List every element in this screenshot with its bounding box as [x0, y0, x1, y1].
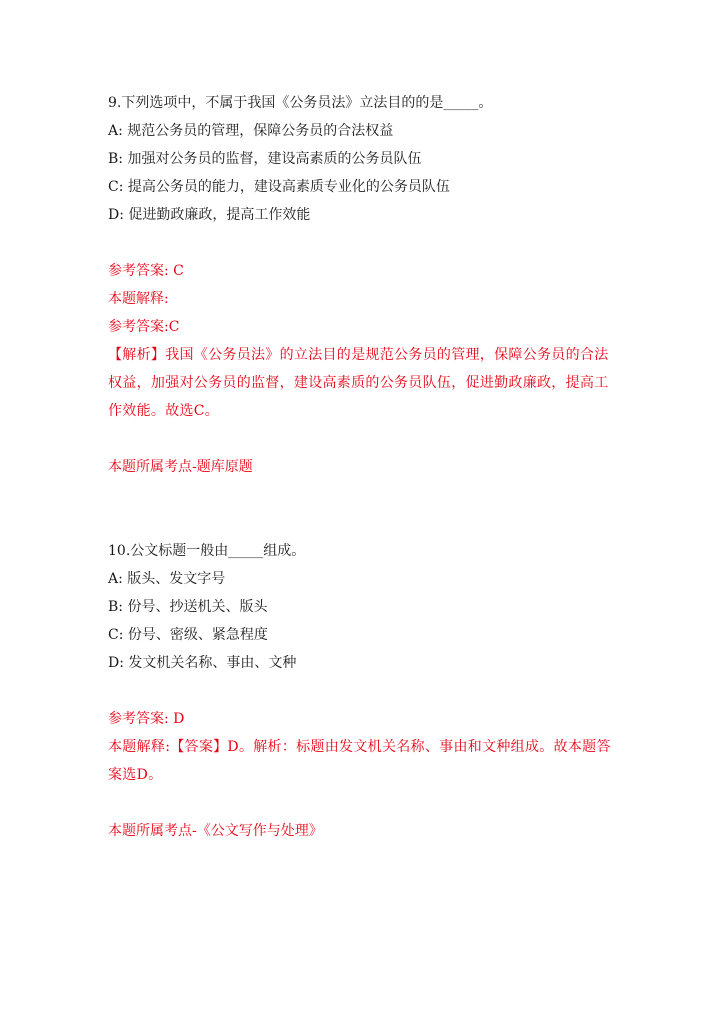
question-text: 10.公文标题一般由_____组成。: [108, 543, 306, 559]
option-d: D: 促进勤政廉政，提高工作效能: [108, 207, 311, 223]
question-block: [108, 89, 613, 481]
explanation-text: 本题解释:【答案】D。解析：标题由发文机关名称、事由和文种组成。故本题答案选D。: [108, 739, 611, 783]
option-a: A: 规范公务员的管理，保障公务员的合法权益: [108, 123, 394, 139]
answer-text: 参考答案: D: [108, 711, 185, 727]
topic-text: 本题所属考点-《公文写作与处理》: [108, 823, 323, 839]
exam-document: [108, 89, 613, 845]
question-text: 9.下列选项中，不属于我国《公务员法》立法目的的是_____。: [108, 95, 493, 111]
answer-text: 参考答案: C: [108, 263, 184, 279]
question-block: [108, 537, 613, 845]
option-a: A: 版头、发文字号: [108, 571, 226, 587]
explanation-label: 本题解释:: [108, 291, 169, 307]
option-b: B: 份号、抄送机关、版头: [108, 599, 268, 615]
option-c: C: 份号、密级、紧急程度: [108, 627, 268, 643]
answer-repeat: 参考答案:C: [108, 319, 180, 335]
option-b: B: 加强对公务员的监督，建设高素质的公务员队伍: [108, 151, 422, 167]
topic-text: 本题所属考点-题库原题: [108, 459, 253, 475]
option-d: D: 发文机关名称、事由、文种: [108, 655, 297, 671]
explanation-text: 【解析】我国《公务员法》的立法目的是规范公务员的管理，保障公务员的合法权益，加强对公务员的监督，建设高素质的公务员队伍，促进勤政廉政，提高工作效能。故选C。: [108, 347, 609, 419]
option-c: C: 提高公务员的能力，建设高素质专业化的公务员队伍: [108, 179, 450, 195]
